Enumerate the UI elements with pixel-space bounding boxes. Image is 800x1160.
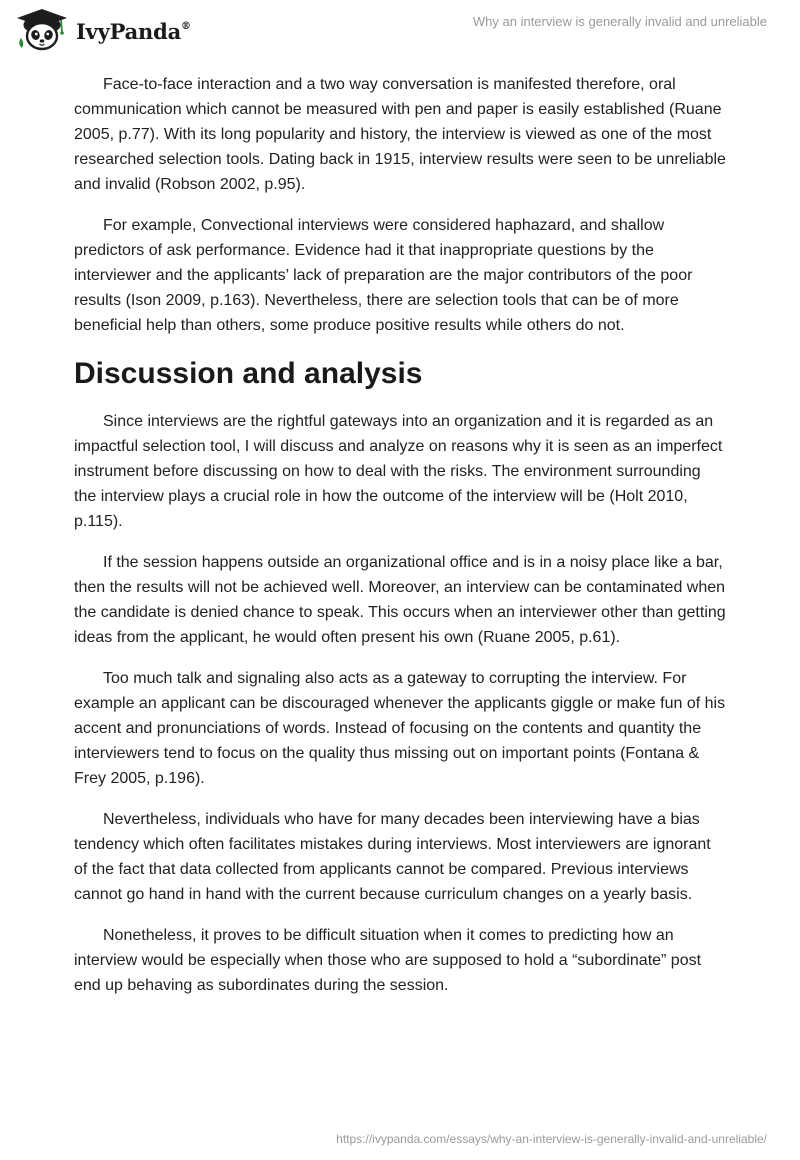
paragraph-discussion-2: If the session happens outside an organizational office and is in a noisy place like a bar, then the results will not be achieved well. Moreover, an interview can be contaminated when the candidate is denied chance to speak. This occurs when an interviewer other than getting ideas from the applicant, he would often present his own (Ruane 2005, p.61). xyxy=(74,554,726,646)
paragraph-intro-2: For example, Convectional interviews were considered haphazard, and shallow predictors of ask performance. Evidence had it that inappropriate questions by the interviewer and the applicants’ lack of preparation are the major contributors of the poor results (Ison 2009, p.163). Nevertheless, there are selection tools that can be of more beneficial help than others, some produce positive results while others do not. xyxy=(74,217,693,334)
section-heading-discussion: Discussion and analysis xyxy=(74,357,423,390)
paragraph-intro-1: Face-to-face interaction and a two way conversation is manifested therefore, oral communication which cannot be measured with pen and paper is easily established (Ruane 2005, p.77). With its long popularity and history, the interview is viewed as one of the most researched selection tools. Dating back in 1915, interview results were seen to be unreliable and invalid (Robson 2002, p.95). xyxy=(74,76,726,193)
essay-body xyxy=(74,72,726,1014)
page-header xyxy=(0,0,800,60)
panda-graduate-icon xyxy=(14,8,70,52)
document-title: Why an interview is generally invalid and unreliable xyxy=(472,14,767,29)
brand-name: IvyPanda® xyxy=(76,18,191,44)
source-url-link[interactable]: https://ivypanda.com/essays/why-an-interview-is-generally-invalid-and-unreliable/ xyxy=(336,1132,767,1146)
paragraph-discussion-5: Nonetheless, it proves to be difficult situation when it comes to predicting how an interview would be especially when those who are supposed to hold a “subordinate” post end up behaving as subordinates during the session. xyxy=(74,927,702,994)
paragraph-discussion-3: Too much talk and signaling also acts as a gateway to corrupting the interview. For example an applicant can be discouraged whenever the applicants giggle or make fun of his accent and pronunciations of words. Instead of focusing on the contents and quantity the interviewers tend to focus on the quality thus missing out on important points (Fontana & Frey 2005, p.196). xyxy=(74,670,726,787)
paragraph-discussion-1: Since interviews are the rightful gateways into an organization and it is regarded as an impactful selection tool, I will discuss and analyze on reasons why it is seen as an imperfect instrument before discussing on how to deal with the risks. The environment surrounding the interview plays a crucial role in how the outcome of the interview will be (Holt 2010, p.115). xyxy=(74,413,723,530)
paragraph-discussion-4: Nevertheless, individuals who have for many decades been interviewing have a bias tendency which often facilitates mistakes during interviews. Most interviewers are ignorant of the fact that data collected from applicants cannot be compared. Previous interviews cannot go hand in hand with the current because curriculum changes on a yearly basis. xyxy=(74,811,711,903)
registered-mark: ® xyxy=(181,20,191,32)
ivypanda-logo[interactable] xyxy=(14,8,191,52)
